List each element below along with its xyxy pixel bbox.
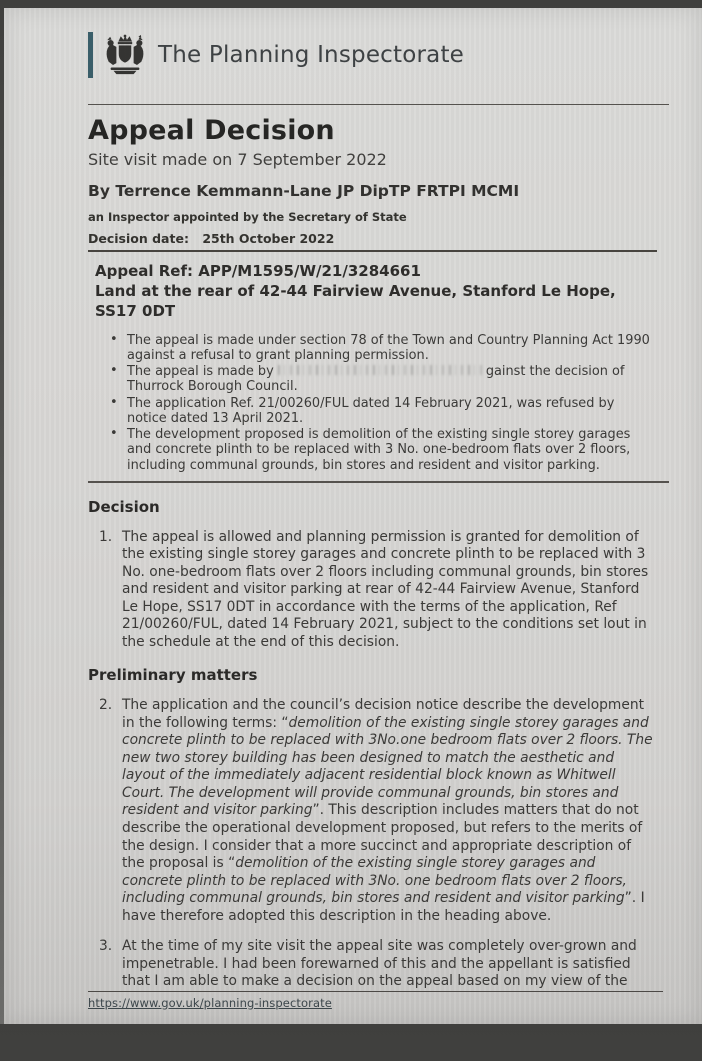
page-title: Appeal Decision <box>88 115 335 146</box>
footer-divider <box>88 991 663 992</box>
appeal-block-divider <box>88 481 669 483</box>
bullet-text: The application Ref. 21/00260/FUL dated 14 February 2021, was refused by notice dated 13 April 2021. <box>127 395 615 426</box>
inspector-role-line: an Inspector appointed by the Secretary of State <box>88 210 407 224</box>
preliminary-paragraph-3 <box>88 938 657 991</box>
brand-accent-bar <box>88 32 93 78</box>
decision-date-value: 25th October 2022 <box>202 231 335 246</box>
header-brand <box>88 32 657 78</box>
appeal-bullet <box>127 333 657 363</box>
appeal-site-line: Land at the rear of 42-44 Fairview Avenue, Stanford Le Hope, SS17 0DT <box>95 281 616 320</box>
org-name: The Planning Inspectorate <box>158 42 465 68</box>
appeal-bullet <box>127 396 657 426</box>
redacted-appellant-name <box>278 365 486 375</box>
bullet-text: gainst the decision of Thurrock Borough Council. <box>127 364 625 395</box>
decision-date-row <box>88 231 657 252</box>
appeal-bullet <box>127 364 657 394</box>
quoted-description-segment: demolition of the existing single storey garages and concrete plinth to be replaced with 3No.one bedroom flats over 2 floors. The new two storey building has been designed to match the aesthetic and layout of the immediately adjacent residential block known as Whitwell Court. The development will provide communal grounds, bin stores and resident and visitor parking <box>122 714 653 819</box>
paragraph-text: At the time of my site visit the appeal site was completely over-grown and impenetrable. I had been forewarned of this and the appellant is satisfied that I am able to make a decision on the appeal based on my view of the <box>122 938 637 990</box>
appeal-ref-line: Appeal Ref: APP/M1595/W/21/3284661 <box>95 262 421 280</box>
royal-crest-icon <box>102 32 148 78</box>
scanned-document-page <box>4 8 702 1024</box>
preliminary-paragraph-2 <box>88 697 657 925</box>
appeal-reference-block <box>88 262 657 474</box>
bullet-text: The appeal is made by <box>127 364 278 380</box>
appeal-bullet <box>127 427 657 473</box>
page-footer <box>88 991 657 1061</box>
paragraph-text <box>122 697 657 925</box>
footer-url: https://www.gov.uk/planning-inspectorate <box>88 995 332 1010</box>
paragraph-number: 1. <box>99 528 113 545</box>
decision-date-label: Decision date: <box>88 231 189 246</box>
page-content <box>4 8 702 1024</box>
paragraph-segment: The application and the council’s decision notice describe the development in the following terms: “ <box>122 697 644 731</box>
paragraph-segment: ”. I have therefore adopted this description in the heading above. <box>122 890 645 924</box>
section-heading-decision: Decision <box>88 497 160 516</box>
inspector-line: By Terrence Kemmann-Lane JP DipTP FRTPI MCMI <box>88 182 520 200</box>
header-divider <box>88 104 669 105</box>
paragraph-text: The appeal is allowed and planning permission is granted for demolition of the existing single storey garages and concrete plinth to be replaced with 3 No. one-bedroom flats over 2 floors including communal grounds, bin stores and resident and visitor parking at rear of 42-44 Fairview Avenue, Stanford Le Hope, SS17 0DT in accordance with the terms of the application, Ref 21/00260/FUL, dated 14 February 2021, subject to the conditions set lout in the schedule at the end of this decision. <box>122 528 649 650</box>
bullet-text: The development proposed is demolition of the existing single storey garages and concrete plinth to be replaced with 3 No. one-bedroom flats over 2 floors, including communal grounds, bin stores and resident and visitor parking. <box>127 427 631 473</box>
appeal-bullet-list <box>95 333 657 473</box>
paragraph-segment: ”. This description includes matters that do not describe the operational development proposed, but refers to the merits of the design. I consider that a more succinct and appropriate description of the proposal is “ <box>122 802 643 872</box>
site-visit-line: Site visit made on 7 September 2022 <box>88 150 387 169</box>
quoted-description-segment: demolition of the existing single storey garages and concrete plinth to be replaced with 3No. one bedroom flats over 2 floors, including communal grounds, bin stores and resident and visitor parking <box>122 855 627 907</box>
bullet-text: The appeal is made under section 78 of the Town and Country Planning Act 1990 against a refusal to grant planning permission. <box>127 332 650 364</box>
paragraph-number: 3. <box>99 938 113 955</box>
decision-paragraph-1 <box>88 529 657 652</box>
paragraph-number: 2. <box>99 697 113 714</box>
section-heading-preliminary-matters: Preliminary matters <box>88 666 258 685</box>
